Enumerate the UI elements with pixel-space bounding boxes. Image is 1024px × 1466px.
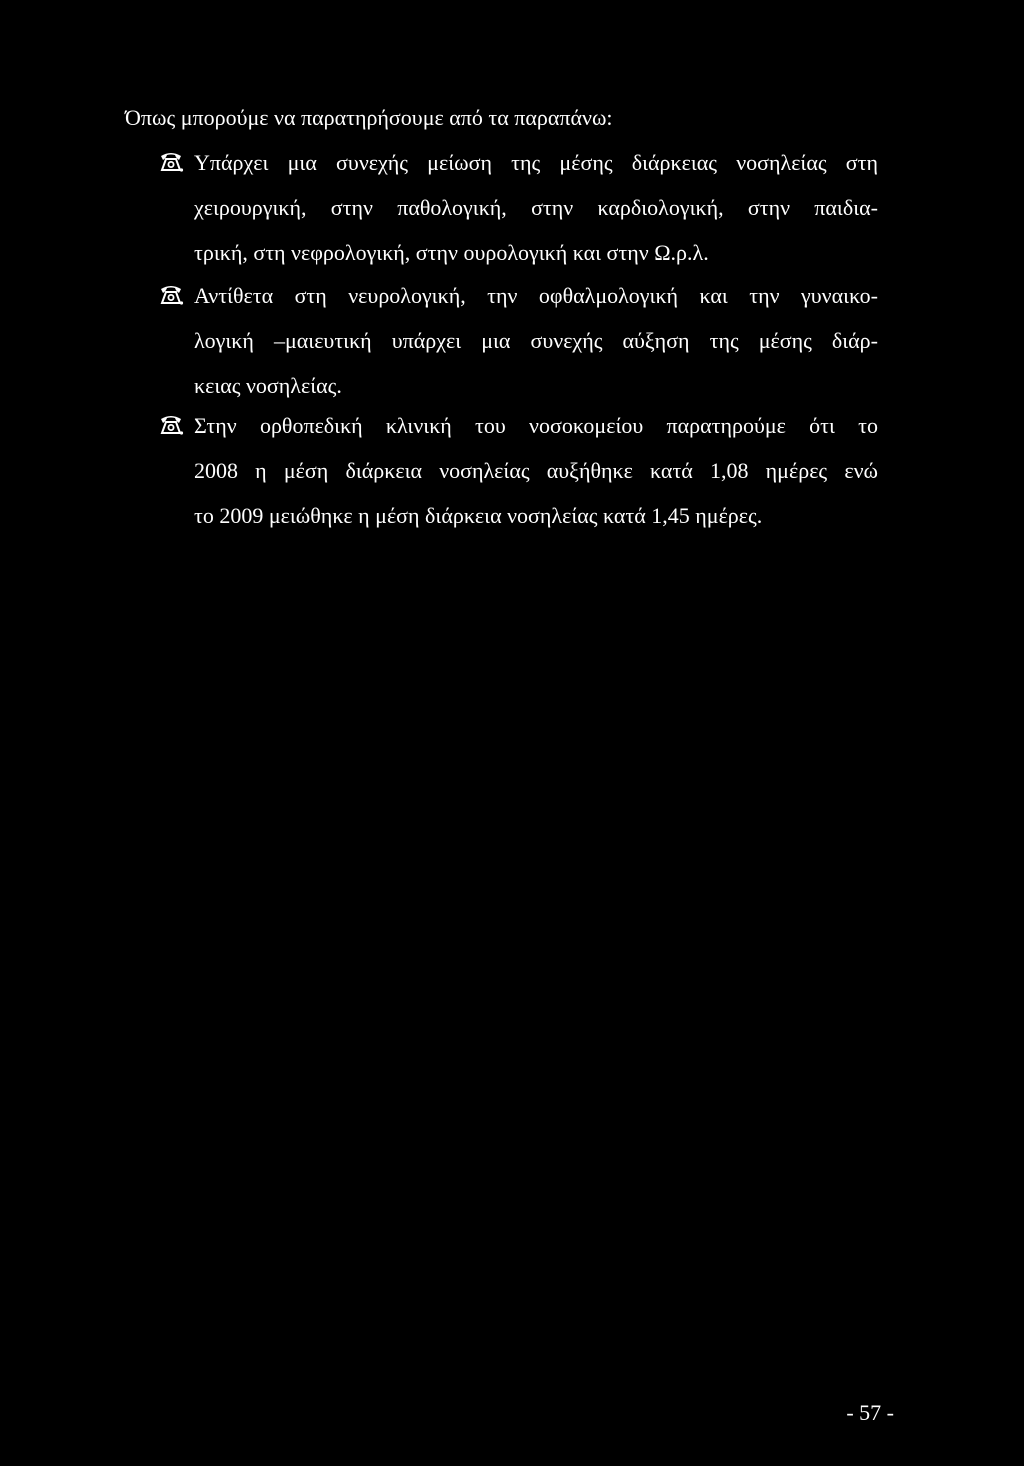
bullet-1-line-2: χειρουργική, στην παθολογική, στην καρδιολογική, στην παιδια- xyxy=(194,195,878,220)
page-number: - 57 - xyxy=(846,1400,894,1425)
bullet-3-line-2: 2008 η μέση διάρκεια νοσηλείας αυξήθηκε κατά 1,08 ημέρες ενώ xyxy=(194,458,878,483)
telephone-icon xyxy=(158,150,186,172)
telephone-icon xyxy=(158,283,186,305)
telephone-icon xyxy=(158,413,186,435)
bullet-item-2 xyxy=(158,273,878,408)
intro-text: Όπως μπορούμε να παρατηρήσουμε από τα παραπάνω: xyxy=(125,105,613,130)
bullet-2-line-3: κειας νοσηλείας. xyxy=(194,373,342,398)
bullet-item-3 xyxy=(158,403,878,538)
bullet-3-line-1: Στην ορθοπεδική κλινική του νοσοκομείου παρατηρούμε ότι το xyxy=(158,403,878,448)
bullet-1-line-3: τρική, στη νεφρολογική, στην ουρολογική και στην Ω.ρ.λ. xyxy=(194,240,709,265)
bullet-2-line-2: λογική –μαιευτική υπάρχει μια συνεχής αύξηση της μέσης διάρ- xyxy=(194,328,878,353)
bullet-item-1 xyxy=(158,140,878,275)
bullet-2-line-1: Αντίθετα στη νευρολογική, την οφθαλμολογική και την γυναικο- xyxy=(158,273,878,318)
bullet-3-line-3: το 2009 μειώθηκε η μέση διάρκεια νοσηλείας κατά 1,45 ημέρες. xyxy=(194,503,763,528)
bullet-1-line-1: Υπάρχει μια συνεχής μείωση της μέσης διάρκειας νοσηλείας στη xyxy=(158,140,878,185)
